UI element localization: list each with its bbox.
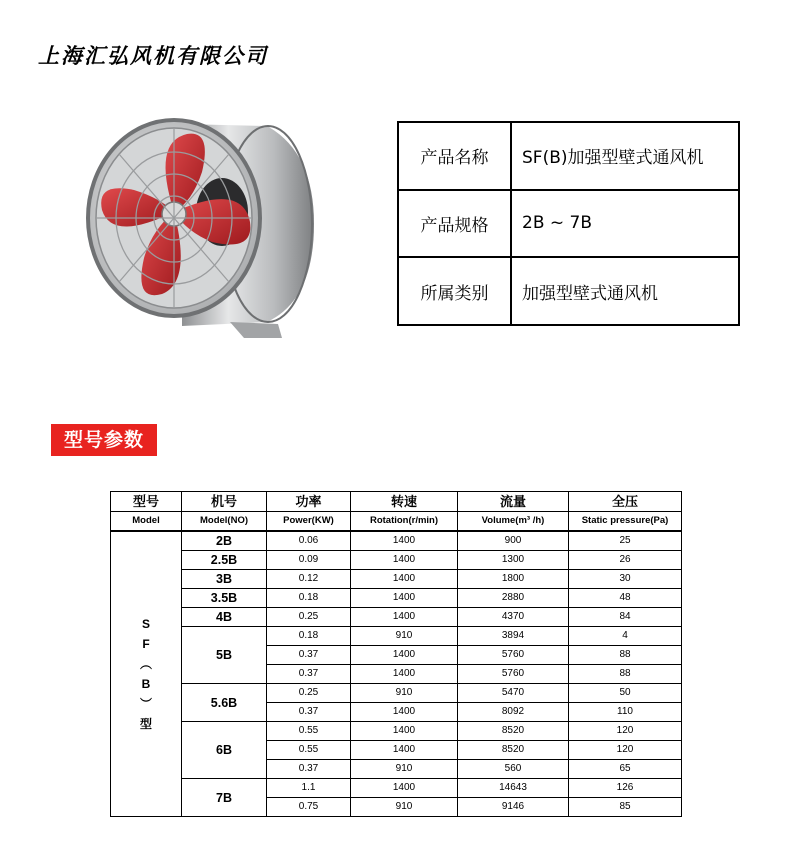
table-row	[111, 722, 682, 741]
table-row	[111, 531, 682, 551]
volume-cell: 5470	[458, 684, 569, 703]
model-number-cell: 2B	[182, 531, 267, 551]
model-char: S	[141, 617, 150, 631]
power-cell: 0.37	[267, 665, 351, 684]
power-cell: 0.06	[267, 531, 351, 551]
volume-cell: 1300	[458, 551, 569, 570]
rotation-cell: 1400	[351, 722, 458, 741]
model-char: F	[142, 637, 150, 651]
rotation-cell: 1400	[351, 589, 458, 608]
fan-illustration	[82, 112, 322, 342]
table-row	[111, 570, 682, 589]
table-row	[111, 608, 682, 627]
power-cell: 0.25	[267, 608, 351, 627]
volume-cell: 3894	[458, 627, 569, 646]
pressure-cell: 25	[569, 531, 682, 551]
rotation-cell: 1400	[351, 779, 458, 798]
rotation-cell: 1400	[351, 531, 458, 551]
volume-cell: 9146	[458, 798, 569, 817]
table-row	[111, 779, 682, 798]
model-number-cell: 3.5B	[182, 589, 267, 608]
power-cell: 0.55	[267, 741, 351, 760]
column-header: 全压	[569, 492, 682, 512]
pressure-cell: 110	[569, 703, 682, 722]
rotation-cell: 910	[351, 684, 458, 703]
pressure-cell: 26	[569, 551, 682, 570]
pressure-cell: 65	[569, 760, 682, 779]
volume-cell: 1800	[458, 570, 569, 589]
rotation-cell: 910	[351, 798, 458, 817]
pressure-cell: 84	[569, 608, 682, 627]
table-row	[111, 627, 682, 646]
column-header-en: Rotation(r/min)	[351, 512, 458, 532]
spec-key: 产品规格	[398, 190, 511, 258]
pressure-cell: 50	[569, 684, 682, 703]
volume-cell: 2880	[458, 589, 569, 608]
volume-cell: 8520	[458, 741, 569, 760]
rotation-cell: 1400	[351, 570, 458, 589]
model-number-cell: 3B	[182, 570, 267, 589]
rotation-cell: 1400	[351, 665, 458, 684]
model-number-cell: 2.5B	[182, 551, 267, 570]
pressure-cell: 85	[569, 798, 682, 817]
spec-value: 2B ~ 7B	[511, 190, 739, 258]
volume-cell: 560	[458, 760, 569, 779]
spec-key: 产品名称	[398, 122, 511, 190]
column-header-en: Static pressure(Pa)	[569, 512, 682, 532]
table-row	[111, 589, 682, 608]
volume-cell: 4370	[458, 608, 569, 627]
power-cell: 0.25	[267, 684, 351, 703]
volume-cell: 900	[458, 531, 569, 551]
pressure-cell: 88	[569, 646, 682, 665]
column-header: 功率	[267, 492, 351, 512]
rotation-cell: 910	[351, 627, 458, 646]
pressure-cell: 30	[569, 570, 682, 589]
rotation-cell: 1400	[351, 703, 458, 722]
model-parameters-table	[110, 491, 682, 817]
rotation-cell: 910	[351, 760, 458, 779]
column-header-en: Volume(m³ /h)	[458, 512, 569, 532]
volume-cell: 8092	[458, 703, 569, 722]
pressure-cell: 120	[569, 741, 682, 760]
pressure-cell: 120	[569, 722, 682, 741]
spec-row	[398, 190, 739, 258]
rotation-cell: 1400	[351, 741, 458, 760]
table-row	[111, 551, 682, 570]
column-header: 转速	[351, 492, 458, 512]
model-number-cell: 5.6B	[182, 684, 267, 722]
header-row-english	[111, 512, 682, 532]
model-char: ︵	[139, 657, 152, 671]
spec-row	[398, 122, 739, 190]
model-number-cell: 7B	[182, 779, 267, 817]
power-cell: 0.18	[267, 627, 351, 646]
rotation-cell: 1400	[351, 608, 458, 627]
power-cell: 0.55	[267, 722, 351, 741]
spec-key: 所属类别	[398, 257, 511, 325]
power-cell: 0.18	[267, 589, 351, 608]
company-name: 上海汇弘风机有限公司	[38, 43, 268, 68]
parameters-body	[111, 531, 682, 817]
rotation-cell: 1400	[351, 646, 458, 665]
column-header: 型号	[111, 492, 182, 512]
model-char: 型	[139, 717, 152, 731]
volume-cell: 5760	[458, 665, 569, 684]
power-cell: 0.37	[267, 646, 351, 665]
model-cell	[111, 531, 182, 817]
power-cell: 0.12	[267, 570, 351, 589]
spec-value: 加强型壁式通风机	[511, 257, 739, 325]
model-number-cell: 4B	[182, 608, 267, 627]
volume-cell: 5760	[458, 646, 569, 665]
pressure-cell: 126	[569, 779, 682, 798]
table-row	[111, 684, 682, 703]
fan-product-image	[82, 112, 322, 342]
product-spec-table	[397, 121, 740, 326]
column-header: 流量	[458, 492, 569, 512]
model-char: B	[141, 677, 151, 691]
spec-value: SF(B)加强型壁式通风机	[511, 122, 739, 190]
rotation-cell: 1400	[351, 551, 458, 570]
column-header: 机号	[182, 492, 267, 512]
model-number-cell: 6B	[182, 722, 267, 779]
model-char: ︶	[139, 697, 152, 711]
header-row-chinese	[111, 492, 682, 512]
volume-cell: 14643	[458, 779, 569, 798]
column-header-en: Model	[111, 512, 182, 532]
power-cell: 0.37	[267, 760, 351, 779]
spec-row	[398, 257, 739, 325]
section-title-badge: 型号参数	[51, 424, 157, 456]
pressure-cell: 88	[569, 665, 682, 684]
power-cell: 0.75	[267, 798, 351, 817]
model-number-cell: 5B	[182, 627, 267, 684]
pressure-cell: 48	[569, 589, 682, 608]
column-header-en: Model(NO)	[182, 512, 267, 532]
power-cell: 0.09	[267, 551, 351, 570]
power-cell: 0.37	[267, 703, 351, 722]
column-header-en: Power(KW)	[267, 512, 351, 532]
power-cell: 1.1	[267, 779, 351, 798]
pressure-cell: 4	[569, 627, 682, 646]
volume-cell: 8520	[458, 722, 569, 741]
